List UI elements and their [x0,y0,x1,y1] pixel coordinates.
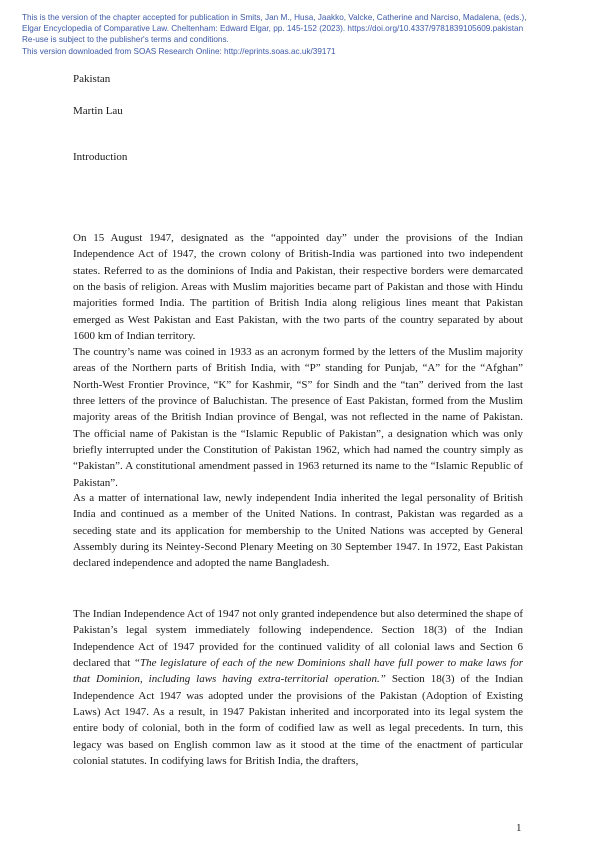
author-name: Martin Lau [73,105,123,117]
paragraph-4-text-b: Section 18(3) of the Indian Independence Act 1947 was adopted under the provisions of the Pakistan (Adoption of Existing Laws) Act 1947. As a result, in 1947 Pakistan inherited and incorporated into its legal system the entire body of colonial, both in the form of codified law as well as legal precedents. In turn, this legacy was based on English common law as it stood at the time of the enactment of particular colonial statutes. In codifying laws for British India, the drafters, [73,673,523,768]
paragraph-3: As a matter of international law, newly independent India inherited the legal personality of British India and continued as a member of the United Nations. In contrast, Pakistan was regarded as a seceding state and its application for membership to the United Nations was accepted by General Assembly during its Neintey-Second Plenary Meeting on 30 September 1947. In 1972, East Pakistan declared independence and adopted the name Bangladesh. [73,492,523,570]
page-number: 1 [516,822,522,834]
citation-line-2[interactable]: Elgar Encyclopedia of Comparative Law. Cheltenham: Edward Elgar, pp. 145-152 (2023). https://doi.org/10.4337/9781839105609.pakistan [22,24,524,34]
paragraph-2: The country’s name was coined in 1933 as an acronym formed by the letters of the Muslim majority areas of the Northern parts of British India, with “P” standing for Punjab, “A” for the “Afghan” North-West Frontier Province, “K” for Kashmir, “S” for Sindh and the “tan” derived from the last three letters of the province of Baluchistan. The presence of East Pakistan, formed from the Muslim majority areas of the British Indian province of Bengal, was not reflected in the name of Pakistan. The official name of Pakistan is the “Islamic Republic of Pakistan”, a designation which was only briefly interrupted under the Constitution of Pakistan 1962, which had named the country simply as “Pakistan”. A constitutional amendment passed in 1963 returned its name to the “Islamic Republic of Pakistan”. [73,346,523,489]
act-quotation: “The legislature of each of the new Dominions shall have full power to make laws for that Dominion, including laws having extra-territorial operation.” [73,657,523,686]
paragraph-1: On 15 August 1947, designated as the “appointed day” under the provisions of the Indian Independence Act of 1947, the crown colony of British-India was partioned into two independent states. Referred to as the dominions of India and Pakistan, their respective borders were demarcated on the basis of religion. Areas with Muslim majorities became part of Pakistan and those with Hindu majorities formed India. The partition of British India along religious lines meant that Pakistan emerged as West Pakistan and East Pakistan, with the two parts of the country separated by about 1600 km of Indian territory. [73,232,523,343]
citation-line-1: This is the version of the chapter accepted for publication in Smits, Jan M., Husa, Jaakko, Valcke, Catherine and Narciso, Madalena, (eds.), [22,13,527,22]
document-title: Pakistan [73,73,111,85]
download-source-line[interactable]: This version downloaded from SOAS Research Online: http://eprints.soas.ac.uk/39171 [22,46,336,56]
paragraph-4 [73,606,523,769]
section-heading: Introduction [73,151,128,163]
repository-notice [22,12,582,57]
reuse-notice: Re-use is subject to the publisher's terms and conditions. [22,35,229,45]
paragraph-4-text-a: The Indian Independence Act of 1947 not only granted independence but also determined the shape of Pakistan’s legal system immediately following independence. Section 18(3) of the Indian Independence Act of 1947 provided for the continued validity of all colonial laws and Section 6 declared that [73,608,523,670]
